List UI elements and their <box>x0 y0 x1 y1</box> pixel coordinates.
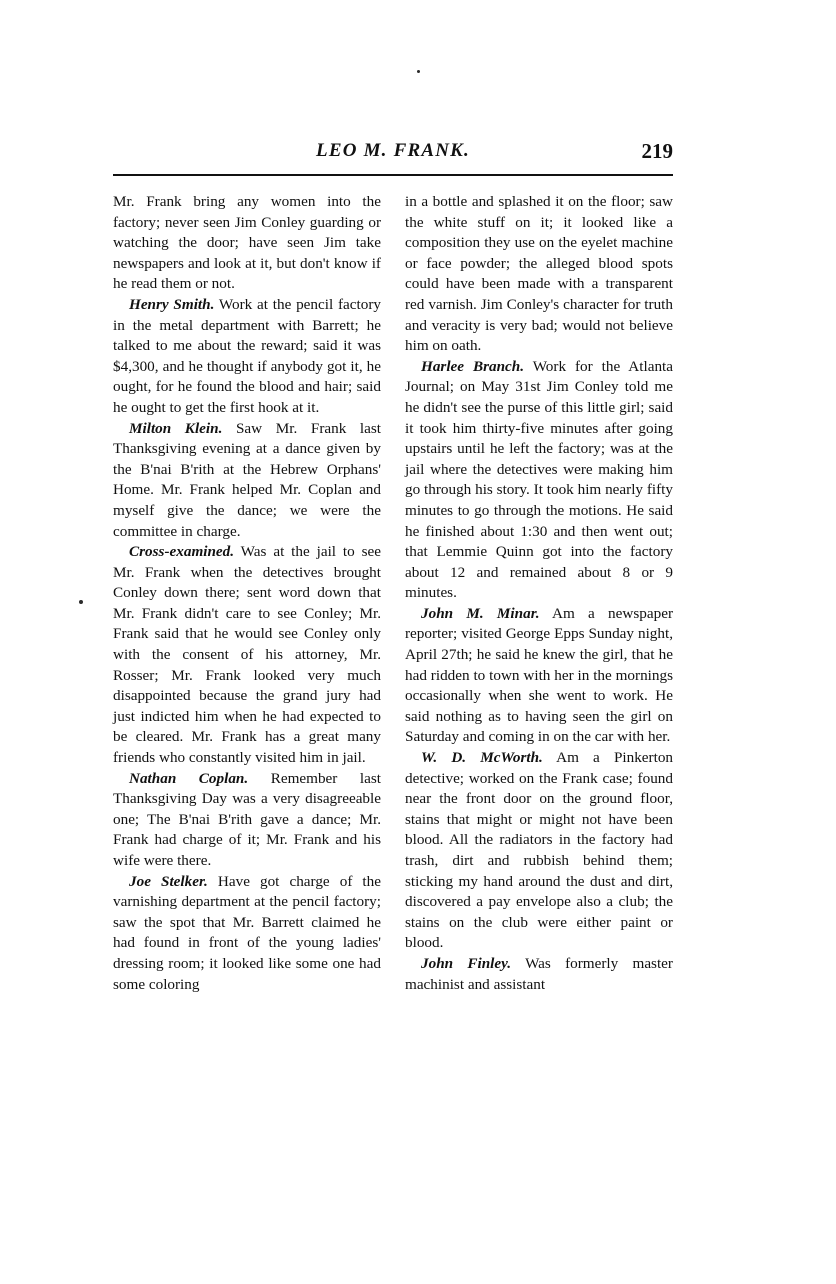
speaker-name: Cross-examined. <box>129 543 235 561</box>
paragraph <box>113 295 381 419</box>
paragraph-text: in a bottle and splashed it on the floor; saw the white stuff on it; it looked like a composition they use on the eyelet machine or face powder; the alleged blood spots could have been made with a transparent red varnish. Jim Conley's character for truth and veracity is very bad; would not believe him on oath. <box>405 193 673 355</box>
column-left <box>113 192 381 995</box>
paragraph <box>113 872 381 996</box>
running-head: LEO M. FRANK. <box>316 140 470 161</box>
paragraph <box>113 419 381 543</box>
speaker-name: Henry Smith. <box>129 295 215 313</box>
speaker-name: John M. Minar. <box>421 604 540 622</box>
paragraph <box>113 769 381 872</box>
paragraph-text: Saw Mr. Frank last Thanksgiving evening at a dance given by the B'nai B'rith at the Hebrew Orphans' Home. Mr. Frank helped Mr. Coplan and myself give the dance; we were the committee in charge. <box>113 419 381 540</box>
paragraph-text: Work at the pencil factory in the metal department with Barrett; he talked to me about the reward; said it was $4,300, and he thought if anybody got it, he ought, for he found the blood and hair; said he ought to get the first hook at it. <box>113 295 381 416</box>
paragraph-text: Have got charge of the varnishing department at the pencil factory; saw the spot that Mr. Barrett claimed he had found in front of the young ladies' dressing room; it looked like some one had some coloring <box>113 872 381 993</box>
page-header <box>113 140 673 170</box>
paragraph <box>405 357 673 604</box>
paragraph-text: Remember last Thanksgiving Day was a very disagreeable one; The B'nai B'rith gave a dance; Mr. Frank had charge of it; Mr. Frank and his wife were there. <box>113 769 381 869</box>
speaker-name: Nathan Coplan. <box>129 769 249 787</box>
paragraph <box>113 542 381 769</box>
page-speck <box>417 70 420 73</box>
page-number: 219 <box>641 139 673 163</box>
paragraph <box>405 192 673 357</box>
paragraph-text: Am a Pinkerton detective; worked on the Frank case; found near the front door on the ground floor, stains that might or might not have been blood. All the radiators in the factory had trash, dirt and rubbish behind them; sticking my hand around the dust and dirt, discovered a pay envelope also a club; the stains on the club were either paint or blood. <box>405 749 674 952</box>
speaker-name: John Finley. <box>421 954 512 972</box>
header-rule <box>113 174 673 176</box>
page-speck <box>79 600 83 604</box>
paragraph <box>405 954 673 995</box>
column-right <box>405 192 673 995</box>
speaker-name: Harlee Branch. <box>421 357 525 375</box>
speaker-name: Joe Stelker. <box>129 872 208 890</box>
paragraph <box>405 748 673 954</box>
speaker-name: W. D. McWorth. <box>421 749 543 767</box>
paragraph-text: Am a newspaper reporter; visited George Epps Sunday night, April 27th; he said he knew the girl, that he had ridden to town with her in the mornings occasionally when she went to work. He said nothing as to having seen the girl on Saturday and coming in on the car with her. <box>405 604 674 746</box>
text-columns <box>113 192 673 995</box>
paragraph-text: Mr. Frank bring any women into the factory; never seen Jim Conley guarding or watching the door; have seen Jim take newspapers and look at it, but don't know if he read them or not. <box>113 193 381 293</box>
paragraph-text: Was formerly master machinist and assistant <box>405 954 673 993</box>
paragraph-text: Was at the jail to see Mr. Frank when the detectives brought Conley down there; sent word down that Mr. Frank didn't care to see Conley; Mr. Frank said that he would see Conley only with the consent of his attorney, Mr. Rosser; Mr. Frank looked very much disappointed because the grand jury had just indicted him when he had expected to be cleared. Mr. Frank has a great many friends who constantly visited him in jail. <box>113 543 381 767</box>
paragraph <box>405 604 673 748</box>
paragraph-text: Work for the Atlanta Journal; on May 31st Jim Conley told me he didn't see the purse of this little girl; said it took him thirty-five minutes after going upstairs until he left the factory; was at the jail where the detectives were making him go through his story. It took him nearly fifty minutes to go through the motions. He said he finished about 1:30 and then went out; that Lemmie Quinn got into the factory about 12 and remained about 8 or 9 minutes. <box>405 357 673 602</box>
speaker-name: Milton Klein. <box>129 419 223 437</box>
page-content <box>113 140 673 995</box>
paragraph <box>113 192 381 295</box>
